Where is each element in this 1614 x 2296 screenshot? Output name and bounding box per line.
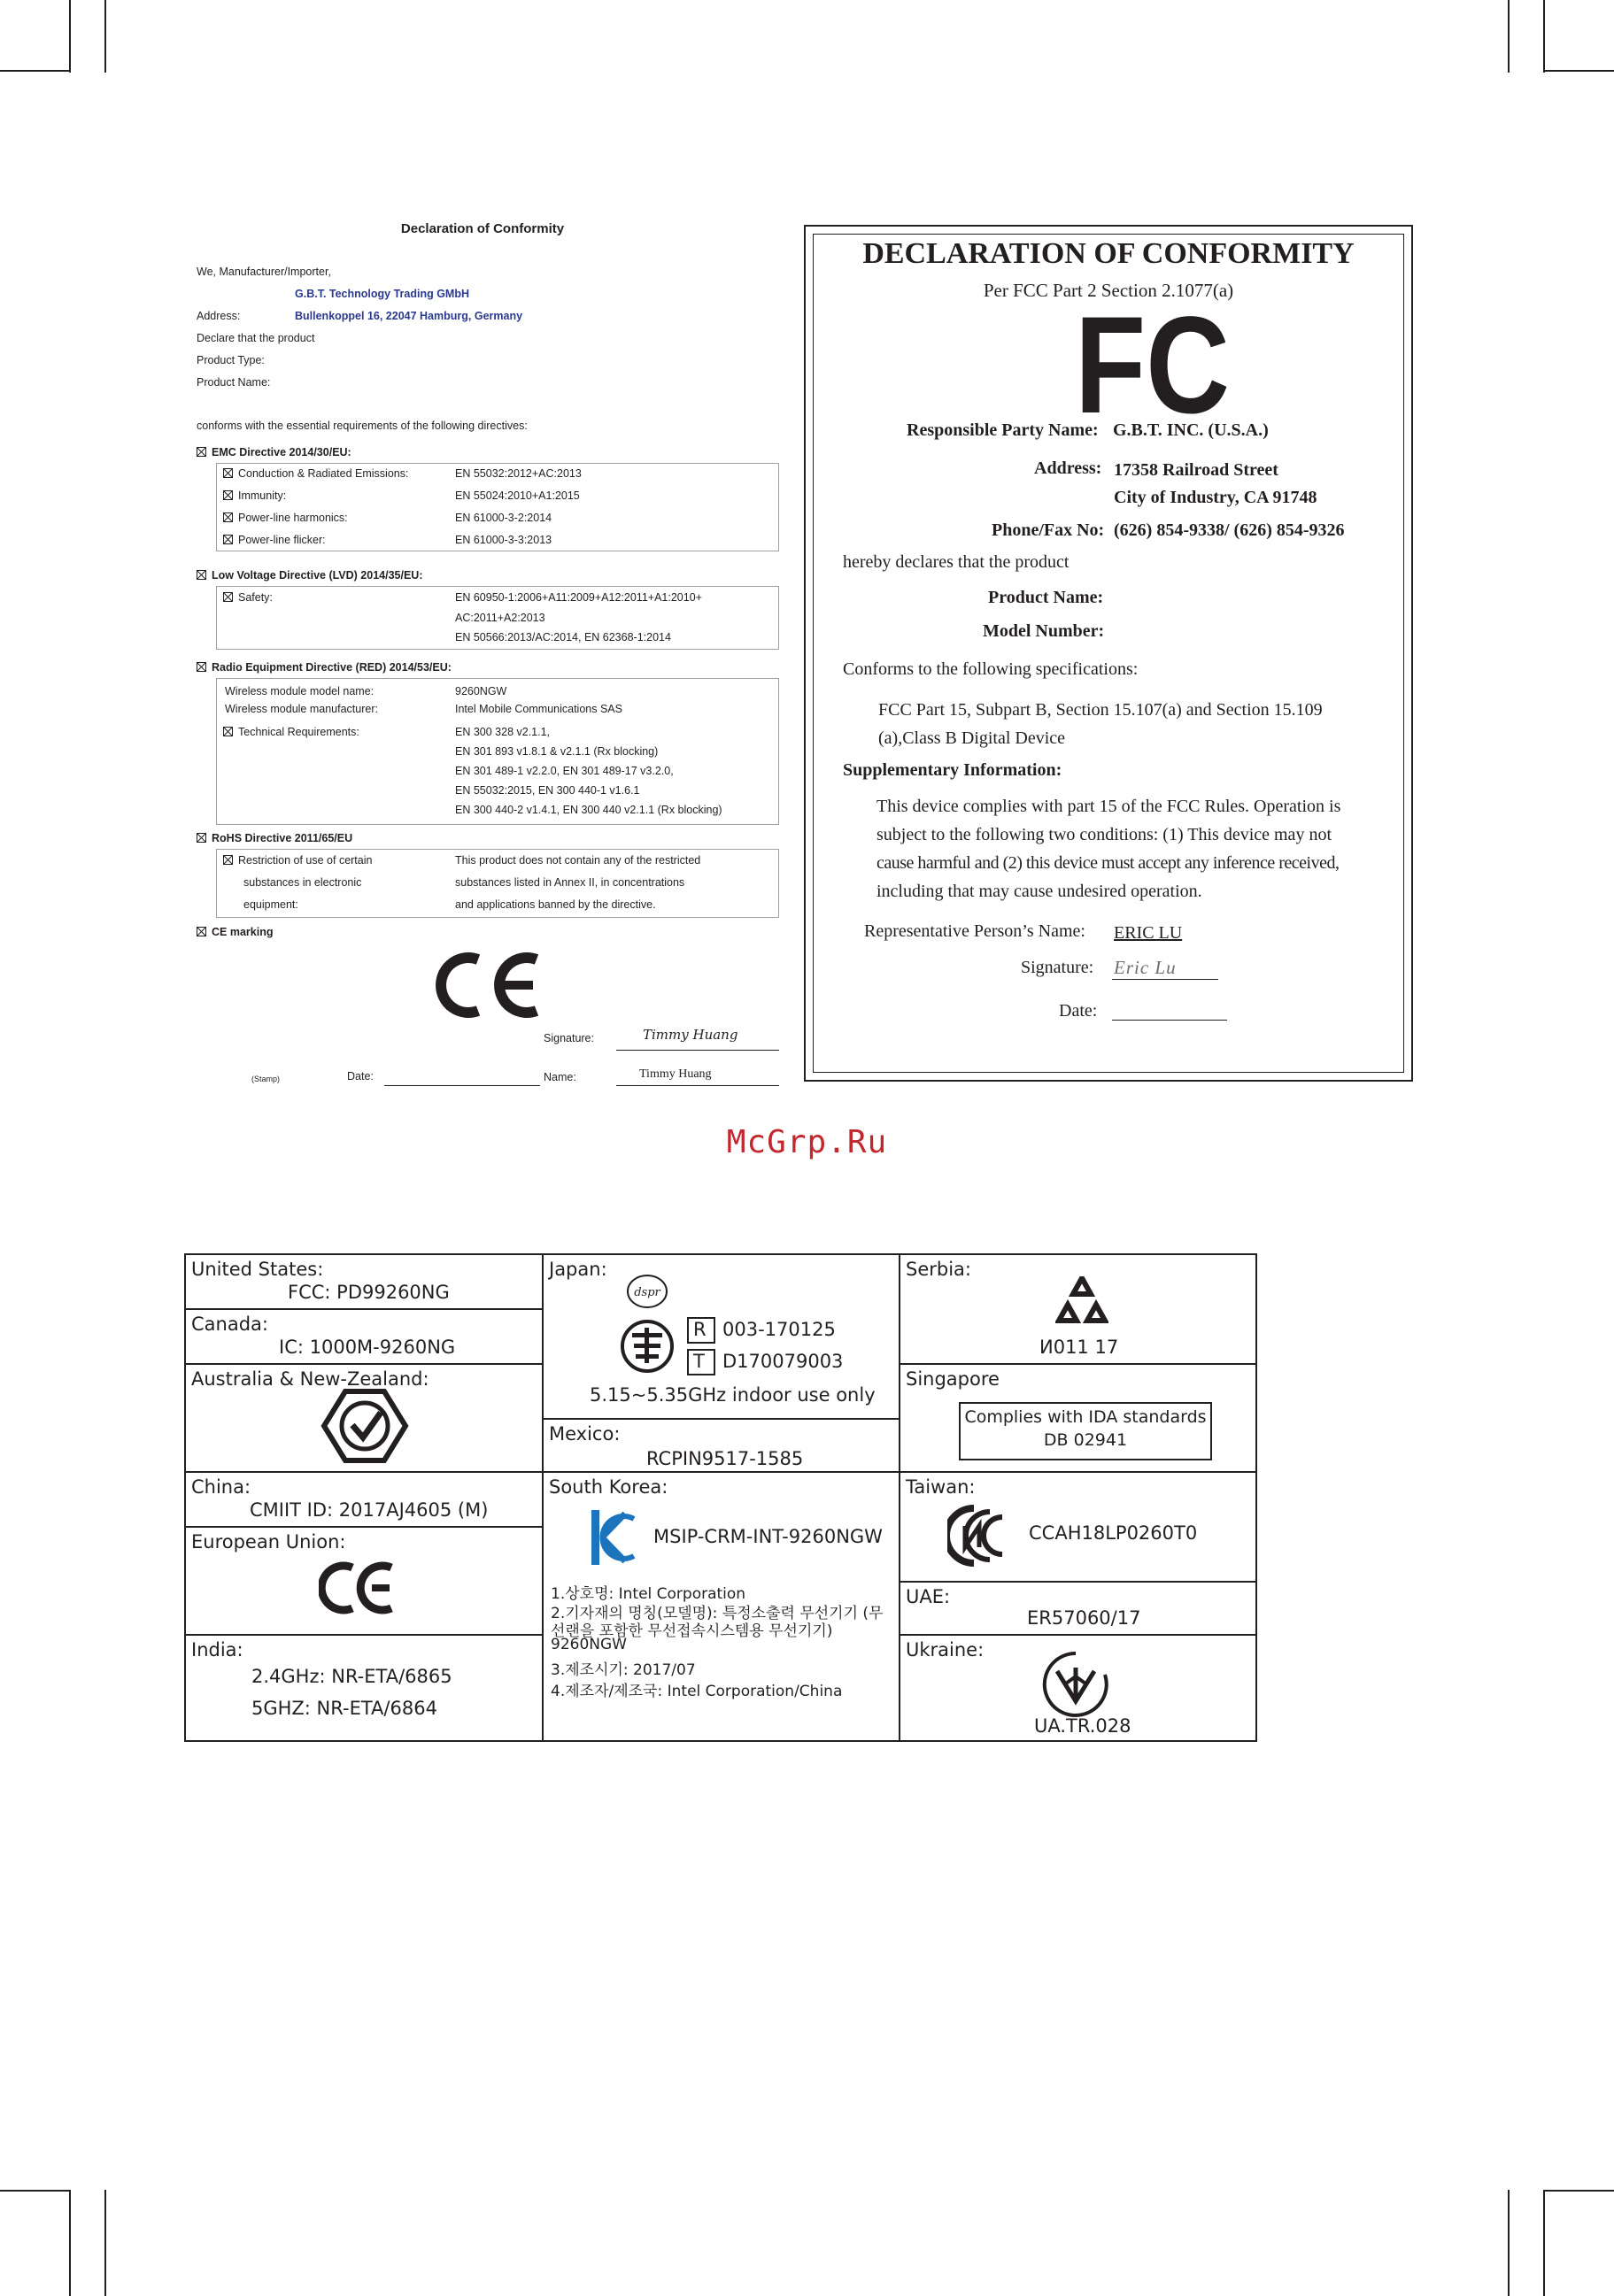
crop-mark xyxy=(1543,0,1545,73)
jp-r: R xyxy=(693,1319,707,1340)
crop-mark xyxy=(1543,70,1614,72)
rohs-left: Restriction of use of certain xyxy=(223,854,372,867)
red-line: EN 301 893 v1.8.1 & v2.1.1 (Rx blocking) xyxy=(455,745,659,758)
crop-mark xyxy=(0,2190,71,2192)
jp-note: 5.15~5.35GHz indoor use only xyxy=(590,1384,876,1406)
red-line: EN 301 489-1 v2.2.0, EN 301 489-17 v3.2.0, xyxy=(455,765,674,777)
fcc-address1: 17358 Railroad Street xyxy=(1114,460,1278,480)
ca-label: Canada: xyxy=(191,1314,268,1335)
tw-value: CCAH18LP0260T0 xyxy=(1029,1522,1198,1544)
eu-label: European Union: xyxy=(191,1531,346,1552)
checkbox-checked-icon xyxy=(197,447,206,457)
us-label: United States: xyxy=(191,1259,324,1280)
fcc-declaration xyxy=(804,225,1413,1082)
in-label: India: xyxy=(191,1639,243,1660)
fcc-conforms: Conforms to the following specifications: xyxy=(843,659,1139,679)
mx-label: Mexico: xyxy=(549,1423,621,1445)
crop-mark xyxy=(69,2190,71,2296)
fcc-hereby: hereby declares that the product xyxy=(843,552,1070,572)
ncc-mark-icon xyxy=(947,1503,1013,1568)
fcc-rep: ERIC LU xyxy=(1114,923,1183,943)
lvd-line: EN 60950-1:2006+A11:2009+A12:2011+A1:2010+ xyxy=(455,591,702,604)
ukraine-mark-icon xyxy=(1041,1650,1110,1719)
kc-mark-icon xyxy=(590,1508,637,1567)
row-divider xyxy=(186,1471,1257,1473)
red-line: EN 55032:2015, EN 300 440-1 v1.6.1 xyxy=(455,784,640,797)
name-line xyxy=(616,1085,779,1086)
checkbox-checked-icon xyxy=(223,468,233,478)
eu-intro: We, Manufacturer/Importer, xyxy=(197,266,331,278)
fcc-title: DECLARATION OF CONFORMITY xyxy=(862,237,1355,270)
date-line xyxy=(384,1085,540,1086)
fcc-supp-line: including that may cause undesired operation. xyxy=(877,882,1202,901)
fcc-supp-line: cause harmful and (2) this device must accept any inference received, xyxy=(877,853,1340,873)
lvd-safety-label: Safety: xyxy=(223,591,273,604)
emc-row-value: EN 55024:2010+A1:2015 xyxy=(455,489,580,502)
fcc-spec: (a),Class B Digital Device xyxy=(878,728,1066,748)
kr-line: 2.기자재의 명칭(모델명): 특정소출력 무선기기 (무 xyxy=(551,1605,884,1622)
kr-line: 선랜을 포함한 무선접속시스템용 무선기기) xyxy=(551,1622,833,1640)
crop-mark xyxy=(1508,2190,1510,2296)
crop-mark xyxy=(104,0,106,73)
certification-table xyxy=(184,1253,1257,1742)
fcc-address-label: Address: xyxy=(1034,458,1102,478)
row-divider xyxy=(899,1581,1257,1583)
lvd-heading: Low Voltage Directive (LVD) 2014/35/EU: xyxy=(197,569,423,582)
sg-box-line: DB 02941 xyxy=(1043,1430,1128,1450)
fcc-spec: FCC Part 15, Subpart B, Section 15.107(a) and Section 15.109 xyxy=(878,700,1323,720)
fcc-subtitle: Per FCC Part 2 Section 2.1077(a) xyxy=(983,280,1234,301)
kr-value: MSIP-CRM-INT-9260NGW xyxy=(653,1526,883,1547)
fcc-address2: City of Industry, CA 91748 xyxy=(1114,488,1317,507)
eu-conforms: conforms with the essential requirements of the following directives: xyxy=(197,420,528,432)
ce-marking-heading: CE marking xyxy=(197,926,273,938)
sg-label: Singapore xyxy=(906,1368,1000,1390)
emc-row: Power-line harmonics: xyxy=(223,512,348,524)
jp-r-value: 003-170125 xyxy=(722,1319,836,1340)
fcc-supp-line: subject to the following two conditions: (1) This device may not xyxy=(877,825,1332,844)
eu-stamp: (Stamp) xyxy=(251,1075,281,1083)
kr-line: 3.제조시기: 2017/07 xyxy=(551,1661,696,1679)
checkbox-checked-icon xyxy=(197,570,206,580)
kr-line: 9260NGW xyxy=(551,1636,627,1653)
fcc-sig-label: Signature: xyxy=(1021,958,1094,977)
checkbox-checked-icon xyxy=(197,662,206,672)
au-label: Australia & New-Zealand: xyxy=(191,1368,429,1390)
rs-value: И011 17 xyxy=(1039,1337,1119,1358)
kr-line: 1.상호명: Intel Corporation xyxy=(551,1585,746,1603)
ua-value: UA.TR.028 xyxy=(1034,1715,1131,1737)
fcc-party: G.B.T. INC. (U.S.A.) xyxy=(1113,420,1269,440)
jp-t: T xyxy=(693,1351,705,1372)
fcc-product-name-label: Product Name: xyxy=(988,588,1104,607)
crop-mark xyxy=(104,2190,106,2296)
kr-line: 4.제조자/제조국: Intel Corporation/China xyxy=(551,1683,843,1700)
ca-value: IC: 1000M-9260NG xyxy=(279,1337,456,1358)
fcc-model-label: Model Number: xyxy=(983,621,1105,641)
eu-product-type-label: Product Type: xyxy=(197,354,265,366)
date-line xyxy=(1112,1020,1227,1021)
ce-mark-icon xyxy=(319,1560,395,1616)
signature-line xyxy=(616,1050,779,1051)
crop-mark xyxy=(69,0,71,73)
emc-row: Immunity: xyxy=(223,489,286,502)
eu-declaration xyxy=(197,220,777,1096)
rohs-right: This product does not contain any of the restricted xyxy=(455,854,701,867)
row-divider xyxy=(899,1363,1257,1365)
eu-company: G.B.T. Technology Trading GMbH xyxy=(295,288,469,300)
fcc-supp-line: This device complies with part 15 of the FCC Rules. Operation is xyxy=(877,797,1341,816)
in-value: 2.4GHz: NR-ETA/6865 xyxy=(251,1666,452,1687)
red-line: EN 300 328 v2.1.1, xyxy=(455,726,551,738)
watermark: McGrp.Ru xyxy=(726,1124,888,1160)
eu-title: Declaration of Conformity xyxy=(400,221,565,236)
us-value: FCC: PD99260NG xyxy=(288,1282,450,1303)
fcc-party-label: Responsible Party Name: xyxy=(907,420,1099,440)
eu-name: Timmy Huang xyxy=(639,1067,712,1081)
emc-heading: EMC Directive 2014/30/EU: xyxy=(197,446,351,458)
rohs-heading: RoHS Directive 2011/65/EU xyxy=(197,832,352,844)
rohs-right: substances listed in Annex II, in concentrations xyxy=(455,876,685,889)
fcc-date-label: Date: xyxy=(1059,1001,1098,1021)
fcc-supp-heading: Supplementary Information: xyxy=(843,760,1062,780)
ua-label: Ukraine: xyxy=(906,1639,985,1660)
dspr-logo-icon xyxy=(625,1273,669,1310)
checkbox-checked-icon xyxy=(223,490,233,500)
rohs-right: and applications banned by the directive. xyxy=(455,898,656,911)
signature-line xyxy=(1112,979,1218,980)
column-divider xyxy=(899,1255,900,1740)
crop-mark xyxy=(0,70,71,72)
eu-signature: Timmy Huang xyxy=(643,1027,738,1043)
red-manufacturer-label: Wireless module manufacturer: xyxy=(225,703,378,715)
kr-label: South Korea: xyxy=(549,1476,668,1498)
fcc-phone: (626) 854-9338/ (626) 854-9326 xyxy=(1114,520,1345,540)
checkbox-checked-icon xyxy=(223,512,233,522)
cn-label: China: xyxy=(191,1476,251,1498)
fcc-rep-label: Representative Person’s Name: xyxy=(864,921,1085,941)
red-model-label: Wireless module model name: xyxy=(225,685,375,697)
column-divider xyxy=(542,1255,544,1740)
row-divider xyxy=(186,1363,544,1365)
ae-value: ER57060/17 xyxy=(1027,1607,1141,1629)
lvd-line: AC:2011+A2:2013 xyxy=(455,612,545,624)
red-tech-label: Technical Requirements: xyxy=(223,726,359,738)
ce-mark-icon xyxy=(429,951,542,1020)
svg-text:dspr: dspr xyxy=(634,1286,660,1299)
ae-label: UAE: xyxy=(906,1586,951,1607)
eu-signature-label: Signature: xyxy=(544,1032,594,1044)
fcc-signature: Eric Lu xyxy=(1114,957,1177,978)
rcm-mark-icon xyxy=(319,1388,411,1464)
jp-label: Japan: xyxy=(549,1259,607,1280)
emc-row: Conduction & Radiated Emissions: xyxy=(223,467,408,480)
eu-declare: Declare that the product xyxy=(197,332,315,344)
crop-mark xyxy=(1543,2190,1614,2192)
checkbox-checked-icon xyxy=(223,535,233,544)
red-model: 9260NGW xyxy=(455,685,507,697)
svg-text:FC: FC xyxy=(1075,308,1230,418)
emc-row-value: EN 61000-3-2:2014 xyxy=(455,512,552,524)
emc-row-value: EN 61000-3-3:2013 xyxy=(455,534,552,546)
red-line: EN 300 440-2 v1.4.1, EN 300 440 v2.1.1 (Rx blocking) xyxy=(455,804,722,816)
red-heading: Radio Equipment Directive (RED) 2014/53/EU: xyxy=(197,661,452,674)
emc-row: Power-line flicker: xyxy=(223,534,326,546)
row-divider xyxy=(186,1634,544,1636)
row-divider xyxy=(186,1526,544,1528)
fcc-phone-label: Phone/Fax No: xyxy=(992,520,1105,540)
row-divider xyxy=(899,1634,1257,1636)
fcc-logo-icon xyxy=(1075,308,1234,418)
lvd-line: EN 50566:2013/AC:2014, EN 62368-1:2014 xyxy=(455,631,671,643)
emc-row-value: EN 55032:2012+AC:2013 xyxy=(455,467,582,480)
rohs-left: substances in electronic xyxy=(243,876,362,889)
eu-date-label: Date: xyxy=(347,1070,374,1083)
cn-value: CMIIT ID: 2017AJ4605 (M) xyxy=(250,1499,489,1521)
mx-value: RCPIN9517-1585 xyxy=(646,1448,804,1469)
row-divider xyxy=(542,1418,900,1420)
serbia-mark-icon xyxy=(1055,1276,1108,1329)
checkbox-checked-icon xyxy=(197,833,206,843)
red-manufacturer: Intel Mobile Communications SAS xyxy=(455,703,622,715)
checkbox-checked-icon xyxy=(223,592,233,602)
checkbox-checked-icon xyxy=(197,927,206,936)
checkbox-checked-icon xyxy=(223,727,233,736)
crop-mark xyxy=(1543,2190,1545,2296)
row-divider xyxy=(186,1308,544,1310)
giteki-mark-icon xyxy=(618,1317,676,1375)
in-value: 5GHZ: NR-ETA/6864 xyxy=(251,1698,437,1719)
tw-label: Taiwan: xyxy=(906,1476,976,1498)
eu-name-label: Name: xyxy=(544,1071,576,1083)
eu-address: Bullenkoppel 16, 22047 Hamburg, Germany xyxy=(295,310,523,322)
checkbox-checked-icon xyxy=(223,855,233,865)
crop-mark xyxy=(1508,0,1510,73)
eu-address-label: Address: xyxy=(197,310,241,322)
eu-product-name-label: Product Name: xyxy=(197,376,271,389)
jp-t-value: D170079003 xyxy=(722,1351,844,1372)
rs-label: Serbia: xyxy=(906,1259,971,1280)
sg-box-line: Complies with IDA standards xyxy=(964,1407,1207,1427)
rohs-left: equipment: xyxy=(243,898,298,911)
